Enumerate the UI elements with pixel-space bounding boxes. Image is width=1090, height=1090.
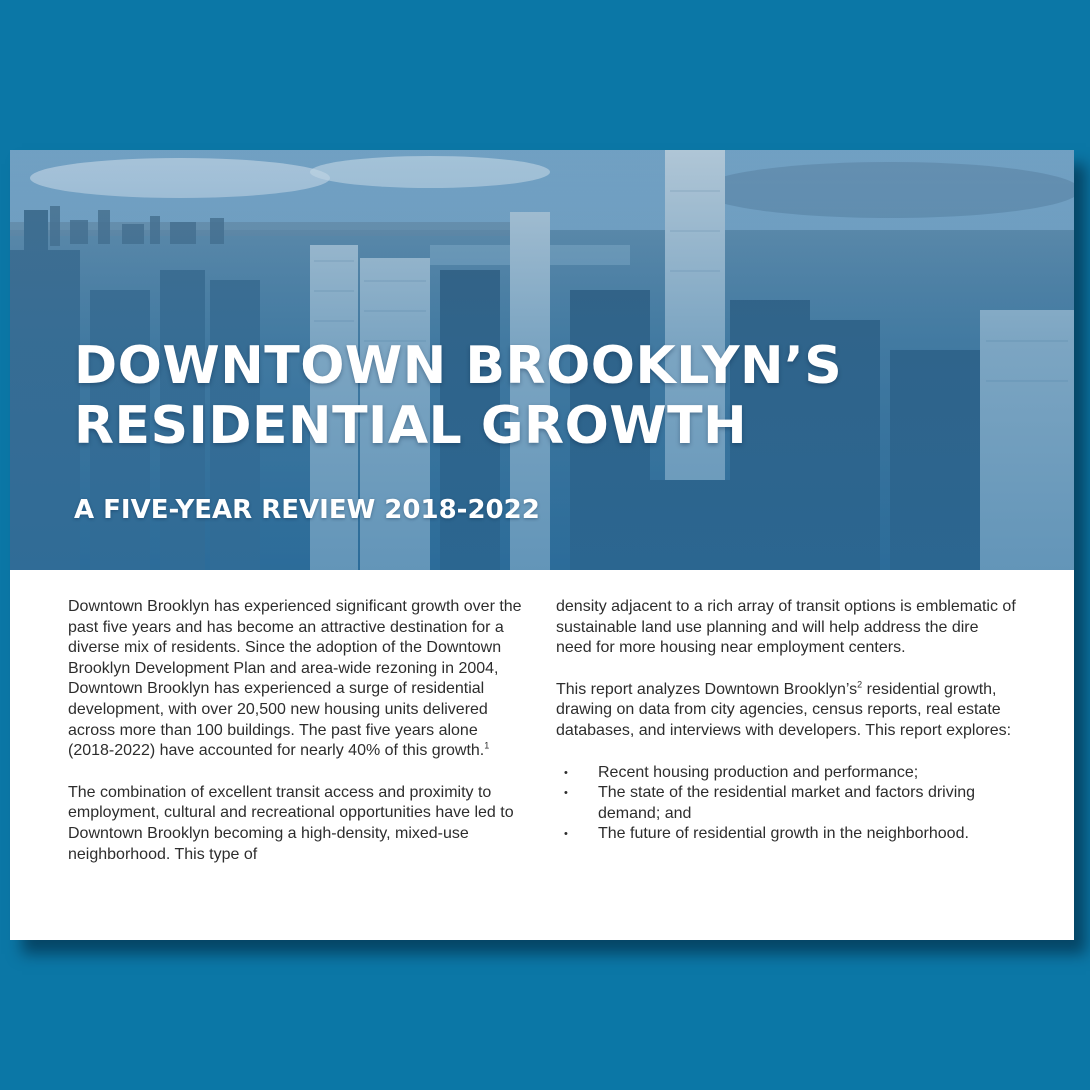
report-page <box>10 150 1074 940</box>
report-subtitle: A FIVE-YEAR REVIEW 2018-2022 <box>74 495 540 525</box>
analysis-paragraph-end: residential growth, drawing on data from city agencies, census reports, real estate databases, and interviews with developers. This report explores: <box>556 680 1012 739</box>
list-item: • The future of residential growth in the neighborhood. <box>556 824 1016 845</box>
analysis-paragraph-start: This report analyzes Downtown Brooklyn’s <box>556 680 858 698</box>
hero-banner <box>10 150 1074 570</box>
density-paragraph: density adjacent to a rich array of transit options is emblematic of sustainable land use planning and will help address the dire need for more housing near employment centers. <box>556 598 1016 657</box>
footnote-1: 1 <box>484 740 490 751</box>
list-item: • The state of the residential market and factors driving demand; and <box>556 783 1016 824</box>
intro-paragraph <box>68 597 528 762</box>
title-line-2: RESIDENTIAL GROWTH <box>74 396 748 456</box>
right-column <box>556 597 1016 845</box>
footnote-2: 2 <box>857 679 863 690</box>
list-item: • Recent housing production and performance; <box>556 763 1016 784</box>
report-title <box>74 336 842 456</box>
intro-paragraph-text: Downtown Brooklyn has experienced significant growth over the past five years and has become an attractive destination for a diverse mix of residents. Since the adoption of the Downtown Brooklyn Development Plan and area-wide rezoning in 2004, Downtown Brooklyn has experienced a surge of residential development, with over 20,500 new housing units delivered across more than 100 buildings. The past five years alone (2018-2022) have accounted for nearly 40% of this growth. <box>68 598 522 760</box>
explores-list <box>556 763 1016 845</box>
transit-paragraph: The combination of excellent transit access and proximity to employment, cultural and recreational opportunities have led to Downtown Brooklyn becoming a high-density, mixed-use neighborhood. This type of <box>68 783 514 863</box>
analysis-paragraph <box>556 680 1016 742</box>
title-line-1: DOWNTOWN BROOKLYN’S <box>74 336 843 396</box>
left-column <box>68 597 528 886</box>
